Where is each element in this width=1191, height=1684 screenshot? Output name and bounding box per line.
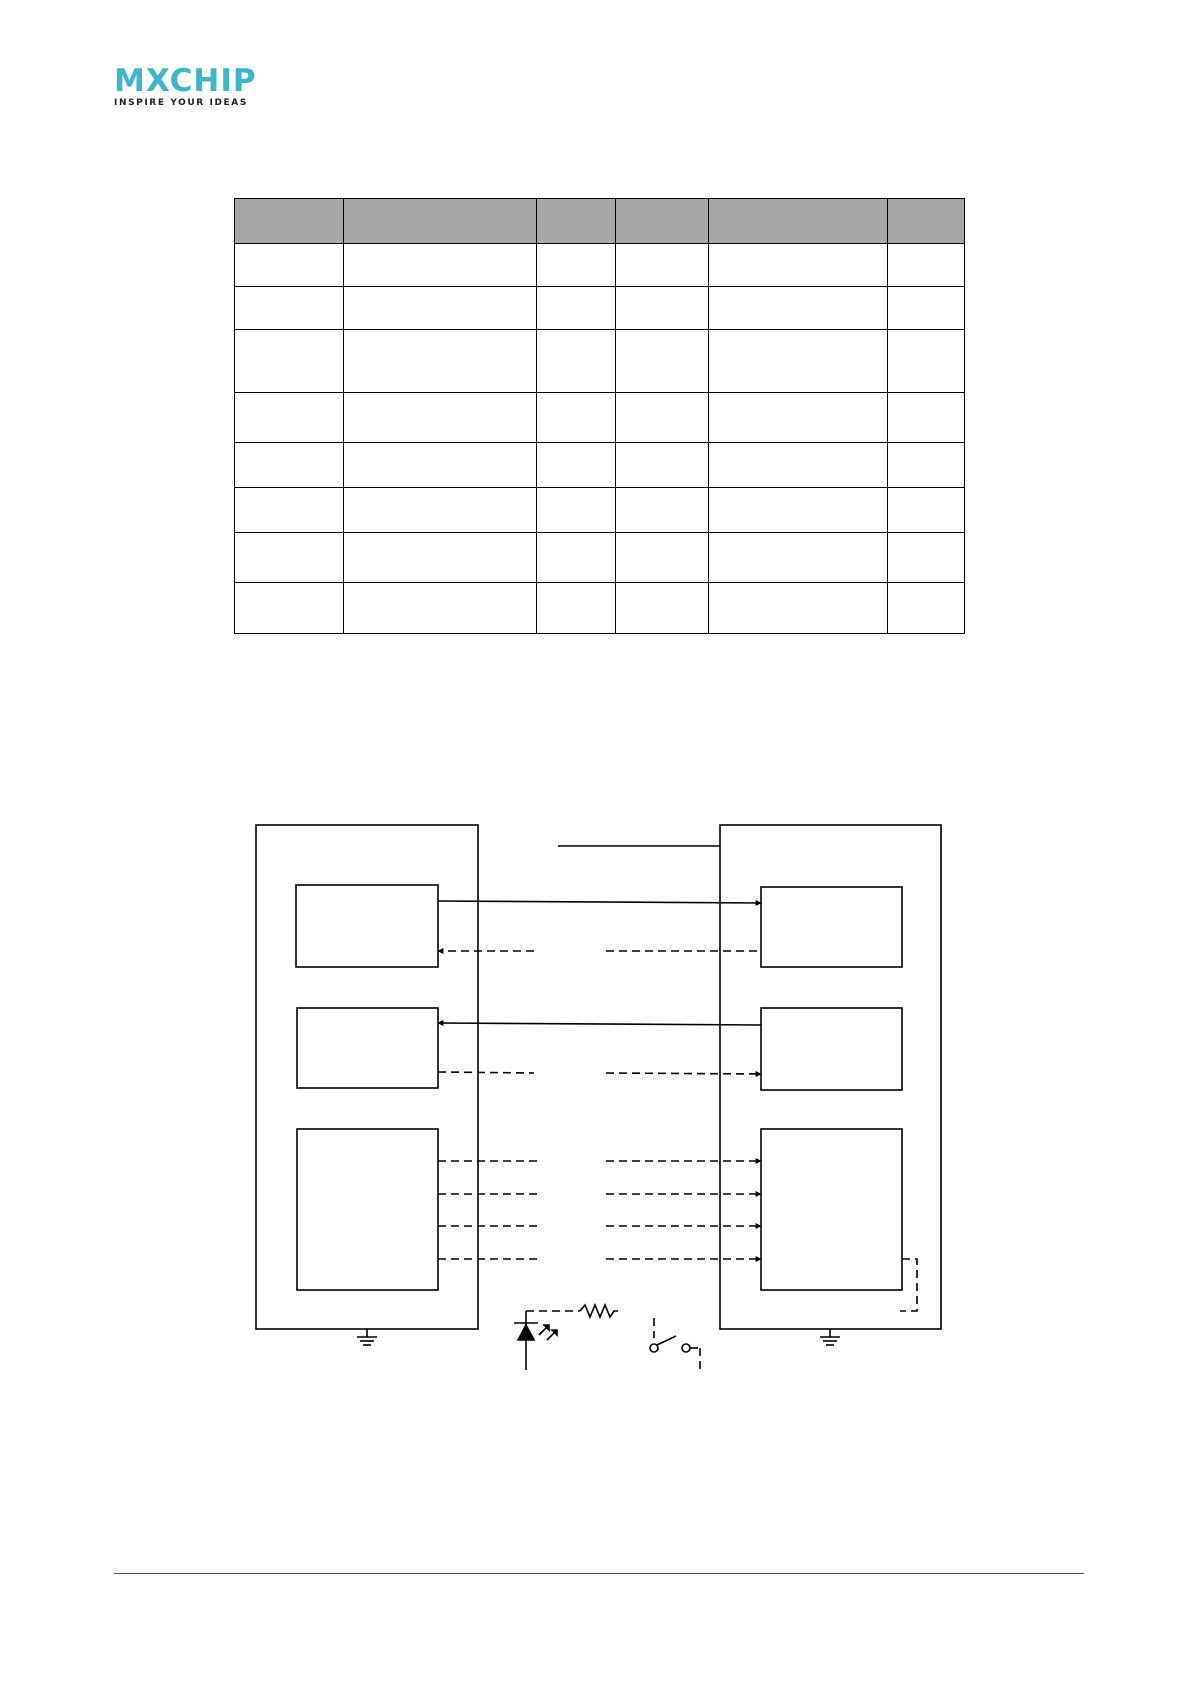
signal-tx [438, 901, 761, 903]
right-device-frame [720, 825, 941, 1329]
right-block-1 [761, 887, 902, 967]
ground-icon [357, 1329, 377, 1345]
switch-icon [650, 1336, 698, 1352]
right-block-3 [761, 1129, 902, 1290]
logo-tagline: INSPIRE YOUR IDEAS [114, 98, 248, 108]
left-block-2 [297, 1008, 438, 1088]
signal-rx [438, 1023, 761, 1025]
logo-wordmark: MXCHIP [114, 63, 257, 99]
resistor-icon [580, 1305, 618, 1317]
right-block-2 [761, 1008, 902, 1090]
led-icon [514, 1311, 557, 1370]
signal-dashed-2a [438, 1072, 534, 1073]
left-block-1 [296, 885, 438, 967]
signal-dashed-2b [606, 1073, 761, 1074]
ground-icon [820, 1329, 840, 1345]
footer-rule [114, 1573, 1084, 1574]
left-block-3 [297, 1129, 438, 1290]
